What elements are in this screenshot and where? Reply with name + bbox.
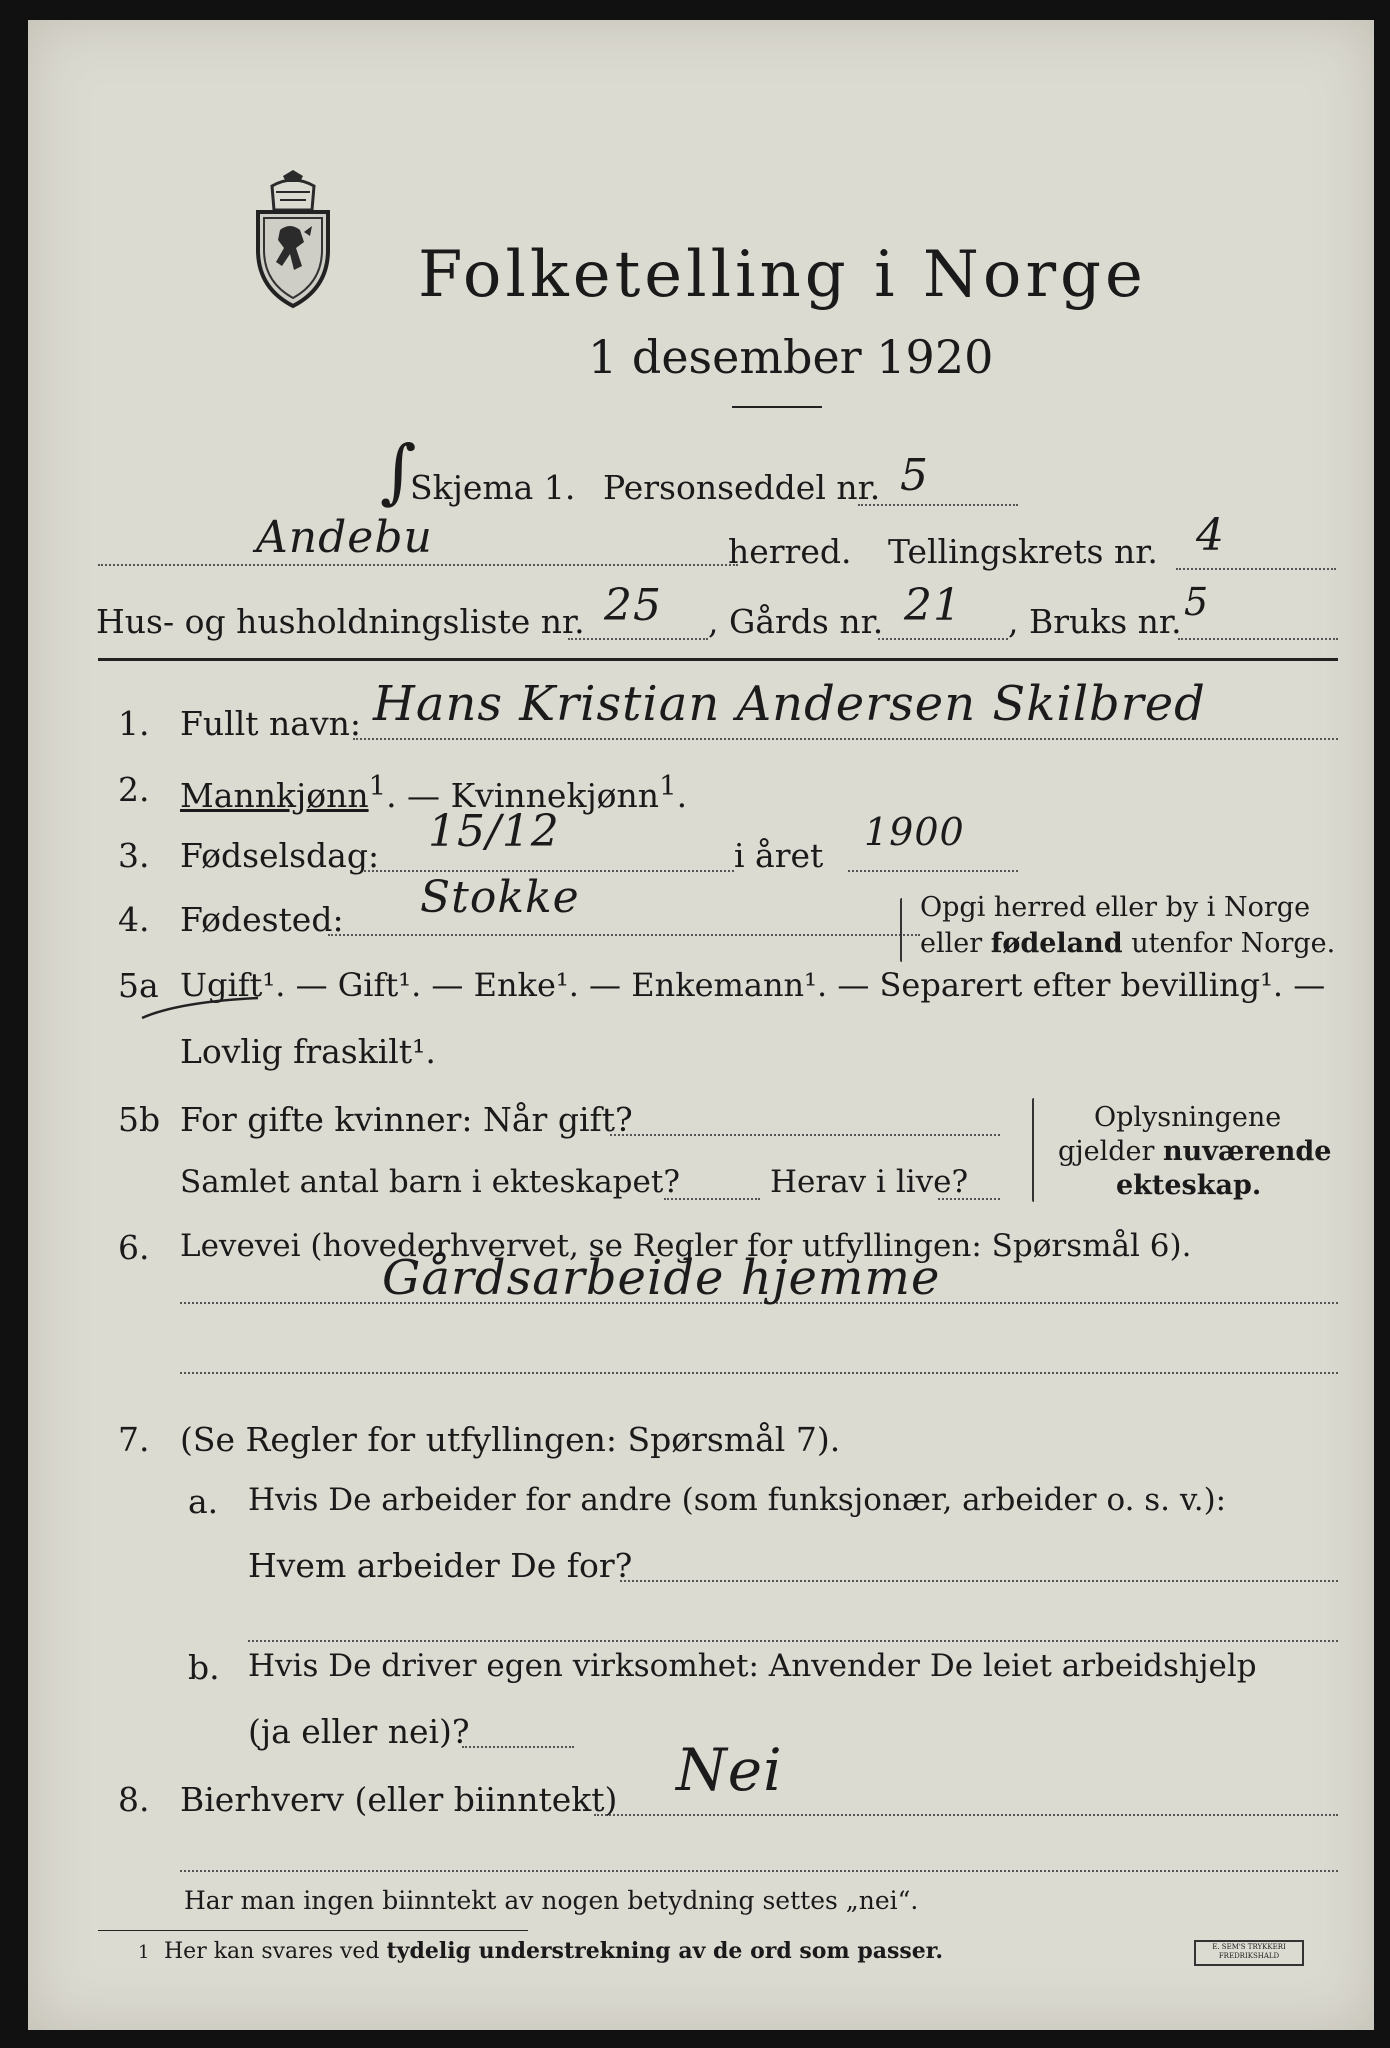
herred-mark: ∫ [380, 430, 418, 512]
census-date: 1 desember 1920 [588, 330, 994, 384]
q5b-number: 5b [118, 1100, 161, 1139]
q3-year-label: i året [734, 836, 824, 875]
bruks-label: , Bruks nr. [1008, 602, 1182, 641]
q1-label: Fullt navn: [180, 704, 361, 743]
q7b-answer-line [462, 1746, 574, 1748]
q5b-children-total: Samlet antal barn i ekteskapet? [180, 1164, 680, 1200]
q8-number: 8. [118, 1780, 150, 1819]
q7a-line2: Hvem arbeider De for? [248, 1546, 633, 1585]
q7b-line1: Hvis De driver egen virksomhet: Anvender De leiet arbeidshjelp [248, 1648, 1257, 1684]
q3-value: 15/12 [428, 806, 560, 857]
q6-line2 [180, 1372, 1338, 1374]
q7-number: 7. [118, 1420, 150, 1459]
tellingskrets-value: 4 [1196, 510, 1225, 561]
q5a-underline-mark [138, 994, 268, 1024]
form-title: Folketelling i Norge [418, 238, 1147, 312]
q6-number: 6. [118, 1228, 150, 1267]
q5a-options-line2: Lovlig fraskilt¹. [180, 1032, 436, 1071]
q4-number: 4. [118, 900, 150, 939]
q6-value: Gårdsarbeide hjemme [382, 1250, 941, 1306]
q4-note-line1: Opgi herred eller by i Norge [920, 892, 1311, 923]
gards-label: , Gårds nr. [708, 602, 884, 641]
q3-number: 3. [118, 836, 150, 875]
q7a-line1: Hvis De arbeider for andre (som funksjonær, arbeider o. s. v.): [248, 1482, 1227, 1518]
q7b-letter: b. [188, 1648, 220, 1687]
husholdningsliste-label: Hus- og husholdningsliste nr. [96, 602, 585, 641]
census-form [28, 20, 1374, 2030]
q5b-children-alive: Herav i live? [770, 1164, 969, 1200]
q2-text: Mannkjønn$^1$. — Kvinnekjønn$^1$. [180, 770, 688, 815]
q5b-note-line1: Oplysningene [1094, 1102, 1282, 1133]
herred-line [98, 564, 738, 566]
bruks-line [1178, 638, 1338, 640]
footnote-rule [98, 1930, 528, 1931]
q4-value: Stokke [420, 872, 580, 923]
nei-note: Har man ingen biinntekt av nogen betydning settes „nei“. [184, 1886, 919, 1915]
footnote-text: Her kan svares ved tydelig understrekning av de ord som passer. [164, 1938, 944, 1964]
q8-line2 [180, 1870, 1338, 1872]
q2-separator: . — [386, 776, 441, 815]
q3-year-value: 1900 [864, 810, 965, 854]
q8-value: Nei [676, 1736, 783, 1804]
q2-end: . [676, 776, 688, 815]
gards-line [878, 638, 1008, 640]
q5b-brace [1032, 1098, 1034, 1202]
tellingskrets-label: Tellingskrets nr. [888, 532, 1158, 571]
q7a-letter: a. [188, 1482, 219, 1521]
q4-note-line2: eller fødeland utenfor Norge. [920, 928, 1336, 959]
q5b-married-when-line [610, 1134, 1000, 1136]
bruks-value: 5 [1184, 580, 1210, 624]
q5b-note-line2: gjelder nuværende [1058, 1136, 1332, 1167]
q5b-note-line3: ekteskap. [1116, 1170, 1262, 1201]
q1-value: Hans Kristian Andersen Skilbred [373, 676, 1206, 732]
q2-male-option: Mannkjønn [180, 776, 369, 815]
title-divider [732, 406, 822, 408]
q7a-employer-line [620, 1580, 1338, 1582]
q6-label: Levevei (hovederhvervet, se Regler for utfyllingen: Spørsmål 6). [180, 1228, 1192, 1264]
q7-label: (Se Regler for utfyllingen: Spørsmål 7). [180, 1420, 841, 1459]
husholdningsliste-line [568, 638, 708, 640]
husholdningsliste-value: 25 [604, 580, 662, 631]
q5a-number: 5a [118, 966, 159, 1005]
herred-label: herred. [728, 532, 852, 571]
printer-stamp: E. SEM'S TRYKKERI FREDRIKSHALD [1194, 1940, 1304, 1966]
q2-female-option: Kvinnekjønn [450, 776, 660, 815]
q4-label: Fødested: [180, 900, 344, 939]
header-rule [98, 658, 1338, 661]
gards-value: 21 [904, 580, 962, 631]
q3-label: Fødselsdag: [180, 836, 380, 875]
q8-label: Bierhverv (eller biinntekt) [180, 1780, 618, 1819]
personseddel-line [858, 504, 1018, 506]
coat-of-arms-icon [250, 170, 336, 314]
q1-line [353, 738, 1338, 740]
footnote-number: 1 [138, 1942, 150, 1963]
skjema-label: Skjema 1. [410, 468, 576, 507]
q8-line [594, 1814, 1338, 1816]
q5b-children-total-line [664, 1198, 760, 1200]
q3-year-line [848, 870, 1018, 872]
q2-number: 2. [118, 770, 150, 809]
tellingskrets-line [1176, 568, 1336, 570]
herred-value: Andebu [256, 512, 433, 563]
q7b-line2: (ja eller nei)? [248, 1712, 470, 1751]
q5b-married-when: For gifte kvinner: Når gift? [180, 1100, 633, 1139]
q5b-children-alive-line [938, 1198, 1000, 1200]
personseddel-label: Personseddel nr. [603, 468, 881, 507]
personseddel-value: 5 [900, 450, 929, 501]
q4-brace [900, 898, 902, 962]
q4-line [328, 934, 920, 936]
q1-number: 1. [118, 704, 150, 743]
q5a-options: Ugift¹. — Gift¹. — Enke¹. — Enkemann¹. — Separert efter bevilling¹. — [180, 966, 1326, 1004]
q7a-employer-line2 [248, 1640, 1338, 1642]
